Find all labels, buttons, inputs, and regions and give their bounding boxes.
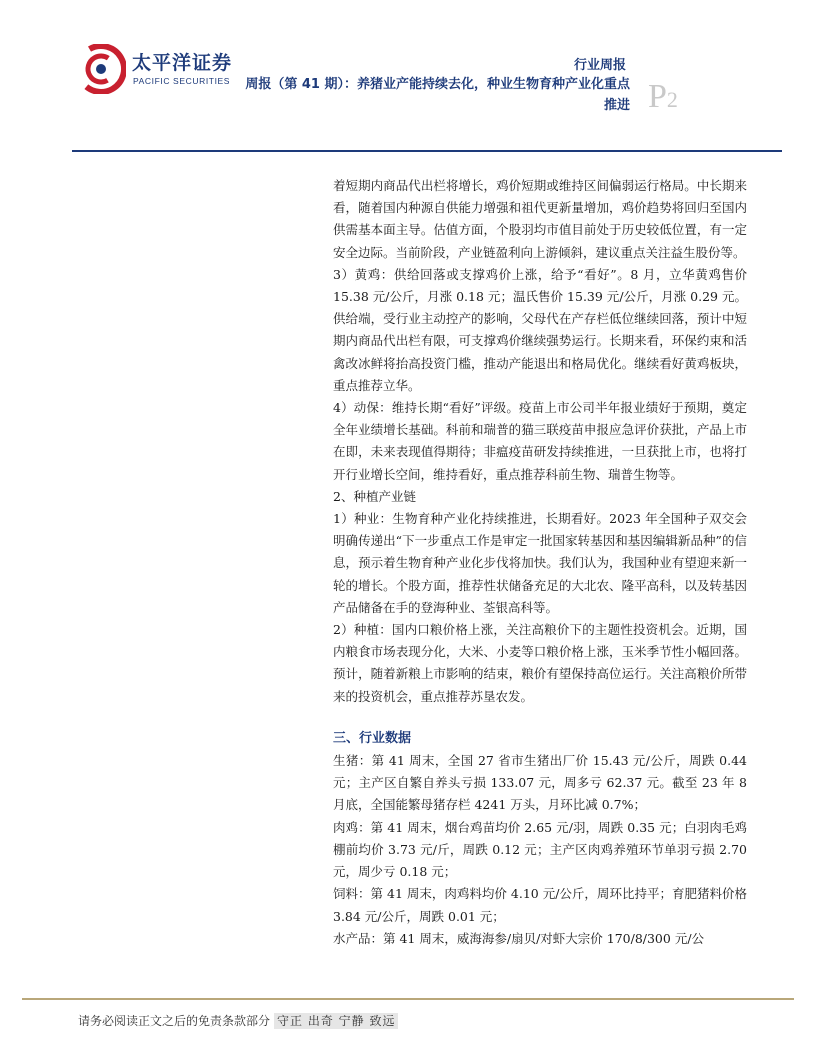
header-divider [72, 150, 782, 152]
page-number-prefix: P [648, 78, 667, 115]
page-number [648, 80, 678, 114]
report-body [333, 175, 747, 950]
page-footer [78, 1012, 398, 1029]
body-paragraph: 4）动保：维持长期“看好”评级。疫苗上市公司半年报业绩好于预期，奠定全年业绩增长基础。科前和瑞普的猫三联疫苗申报应急评价获批，产品上市在即，未来表现值得期待；非瘟疫苗研发持续推进，一旦获批上市，也将打开行业增长空间，维持看好，重点推荐科前生物、瑞普生物等。 [333, 400, 747, 482]
pacific-securities-logo-icon [76, 44, 126, 94]
data-paragraph: 饲料：第 41 周末，肉鸡料均价 4.10 元/公斤，周环比持平；育肥猪料价格 3.84 元/公斤，周跌 0.01 元； [333, 886, 747, 924]
subsection-heading: 2、种植产业链 [333, 488, 416, 504]
report-type-label: 行业周报 [573, 58, 626, 73]
company-motto: 守正 出奇 宁静 致远 [274, 1013, 398, 1029]
section-heading: 三、行业数据 [333, 730, 412, 746]
body-paragraph: 着短期内商品代出栏将增长，鸡价短期或维持区间偏弱运行格局。中长期来看，随着国内种源自供能力增强和祖代更新量增加，鸡价趋势将回归至国内供需基本面主导。估值方面，个股羽均市值目前处于历史较低位置，有一定安全边际。当前阶段，产业链盈利向上游倾斜，建议重点关注益生股份等。 [333, 178, 747, 260]
company-logo [76, 44, 232, 94]
data-paragraph: 生猪：第 41 周末，全国 27 省市生猪出厂价 15.43 元/公斤，周跌 0.44 元；主产区自繁自养头亏损 133.07 元，周多亏 62.37 元。截至 23 年 8 月底，全国能繁母猪存栏 4241 万头，月环比减 0.7%； [333, 753, 747, 813]
footer-divider [22, 998, 794, 1000]
data-paragraph: 肉鸡：第 41 周末，烟台鸡苗均价 2.65 元/羽，周跌 0.35 元；白羽肉毛鸡棚前均价 3.73 元/斤，周跌 0.12 元；主产区肉鸡养殖环节单羽亏损 2.70 元，周少亏 0.18 元； [333, 819, 747, 880]
disclaimer-text: 请务必阅读正文之后的免责条款部分 [78, 1014, 271, 1028]
logo-text-cn: 太平洋证券 [132, 52, 233, 74]
page-header [0, 0, 816, 160]
data-paragraph: 水产品：第 41 周末，威海海参/扇贝/对虾大宗价 170/8/300 元/公 [333, 930, 705, 946]
body-paragraph: 1）种业：生物育种产业化持续推进，长期看好。2023 年全国种子双交会明确传递出“下一步重点工作是审定一批国家转基因和基因编辑新品种”的信息，预示着生物育种产业化步伐将加快。我们认为，我国种业有望迎来新一轮的增长。个股方面，推荐性状储备充足的大北农、隆平高科，以及转基因产品储备在手的登海种业、荃银高科等。 [333, 511, 747, 615]
page-number-value: 2 [666, 87, 678, 112]
report-title: 周报（第 41 期）：养猪业产能持续去化，种业生物育种产业化重点推进 [245, 77, 630, 113]
body-paragraph: 2）种植：国内口粮价格上涨，关注高粮价下的主题性投资机会。近期，国内粮食市场表现分化，大米、小麦等口粮价格上涨，玉米季节性小幅回落。预计，随着新粮上市影响的结束，粮价有望保持高位运行。关注高粮价所带来的投资机会，重点推荐苏垦农发。 [333, 622, 747, 704]
logo-text-en: PACIFIC SECURITIES [133, 76, 231, 86]
body-paragraph: 3）黄鸡：供给回落或支撑鸡价上涨，给予“看好”。8 月，立华黄鸡售价 15.38 元/公斤，月涨 0.18 元；温氏售价 15.39 元/公斤，月涨 0.29 元。供给端，受行业主动控产的影响，父母代在产存栏低位继续回落，预计中短期内商品代出栏有限，可支撑鸡价继续强势运行。长期来看，环保约束和活禽改冰鲜将抬高投资门槛，推动产能退出和格局优化。继续看好黄鸡板块，重点推荐立华。 [333, 266, 747, 393]
